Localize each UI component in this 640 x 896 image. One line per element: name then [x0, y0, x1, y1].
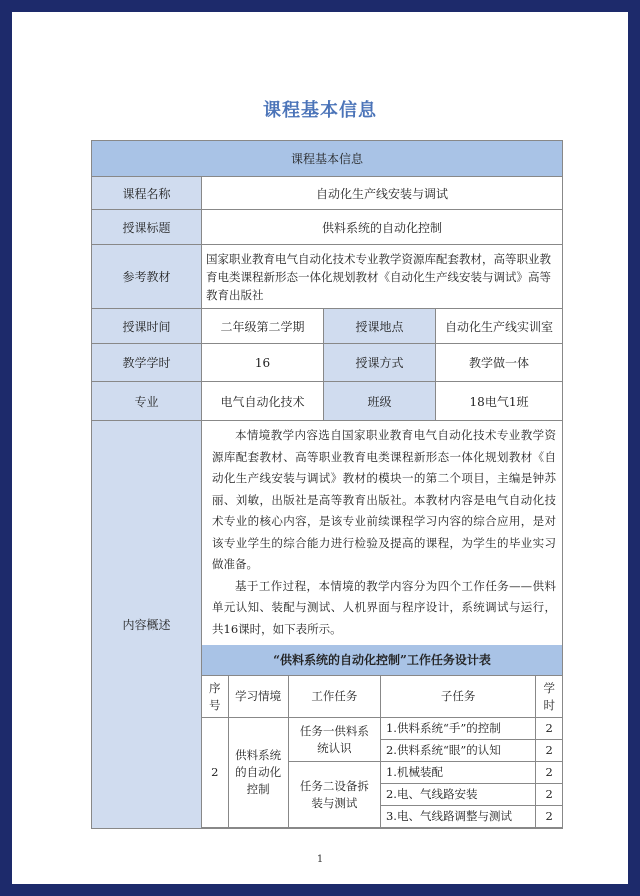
textbook-value: 国家职业教育电气自动化技术专业教学资源库配套教材，高等职业教育电类课程新形态一体化规划教材《自动化生产线安装与调试》高等教育出版社 — [202, 245, 563, 309]
subtask-name: 1.机械装配 — [380, 762, 535, 784]
task-no: 2 — [202, 718, 228, 828]
table-row — [92, 421, 563, 829]
task-table-header-row — [202, 676, 562, 718]
table-row — [92, 245, 563, 309]
task-scenario: 供料系统的自动化控制 — [228, 718, 288, 828]
hours-value: 16 — [202, 344, 324, 382]
overview-cell — [202, 421, 563, 829]
class-value: 18电气1班 — [436, 382, 563, 421]
table-row — [92, 344, 563, 382]
subtask-name: 2.电、气线路安装 — [380, 784, 535, 806]
task-header: 工作任务 — [288, 676, 380, 718]
method-value: 教学做一体 — [436, 344, 563, 382]
task-table-title: “供料系统的自动化控制”工作任务设计表 — [202, 645, 562, 676]
subtask-hours: 2 — [536, 740, 562, 762]
major-label: 专业 — [92, 382, 202, 421]
subtask-hours: 2 — [536, 718, 562, 740]
task-name: 任务一供料系统认识 — [288, 718, 380, 762]
scenario-header: 学习情境 — [228, 676, 288, 718]
place-label: 授课地点 — [324, 309, 436, 344]
class-label: 班级 — [324, 382, 436, 421]
document-page — [12, 12, 628, 884]
method-label: 授课方式 — [324, 344, 436, 382]
overview-label: 内容概述 — [92, 421, 202, 829]
document-title: 课程基本信息 — [263, 100, 377, 121]
task-name: 任务二设备拆装与测试 — [288, 762, 380, 828]
topic-value: 供料系统的自动化控制 — [202, 210, 563, 245]
subtask-hours: 2 — [536, 784, 562, 806]
subtask-hours: 2 — [536, 762, 562, 784]
major-value: 电气自动化技术 — [202, 382, 324, 421]
course-name-value: 自动化生产线安装与调试 — [202, 177, 563, 210]
topic-label: 授课标题 — [92, 210, 202, 245]
table-header-row — [92, 141, 563, 177]
hours-label: 教学学时 — [92, 344, 202, 382]
table-row — [92, 382, 563, 421]
table-row — [202, 718, 562, 740]
textbook-label: 参考教材 — [92, 245, 202, 309]
hours-header: 学时 — [536, 676, 562, 718]
page-number: 1 — [316, 854, 324, 865]
subtask-name: 1.供料系统“手”的控制 — [380, 718, 535, 740]
time-value: 二年级第二学期 — [202, 309, 324, 344]
subtask-name: 2.供料系统“眼”的认知 — [380, 740, 535, 762]
course-info-table — [91, 140, 563, 829]
place-value: 自动化生产线实训室 — [436, 309, 563, 344]
task-design-table — [202, 645, 562, 828]
overview-paragraph: 基于工作过程，本情境的教学内容分为四个工作任务——供料单元认知、装配与测试、人机界面与程序设计，系统调试与运行，共16课时，如下表所示。 — [212, 578, 557, 636]
table-row — [92, 210, 563, 245]
subtask-header: 子任务 — [380, 676, 535, 718]
subtask-hours: 2 — [536, 806, 562, 828]
no-header: 序号 — [202, 676, 228, 718]
table-row — [92, 177, 563, 210]
subtask-name: 3.电、气线路调整与测试 — [380, 806, 535, 828]
overview-paragraph: 本情境教学内容选自国家职业教育电气自动化技术专业教学资源库配套教材、高等职业教育电类课程新形态一体化规划教材《自动化生产线安装与调试》教材的模块一的第二个项目，主编是钟苏丽、刘敏，出版社是高等教育出版社。本教材内容是电气自动化技术专业的核心内容，是该专业前续课程学习内容的综合应用，是对该专业学生的综合能力进行检验及提高的课程，为学生的毕业实习做准备。 — [212, 428, 557, 571]
course-name-label: 课程名称 — [92, 177, 202, 210]
time-label: 授课时间 — [92, 309, 202, 344]
table-row — [92, 309, 563, 344]
table-header: 课程基本信息 — [92, 141, 563, 177]
